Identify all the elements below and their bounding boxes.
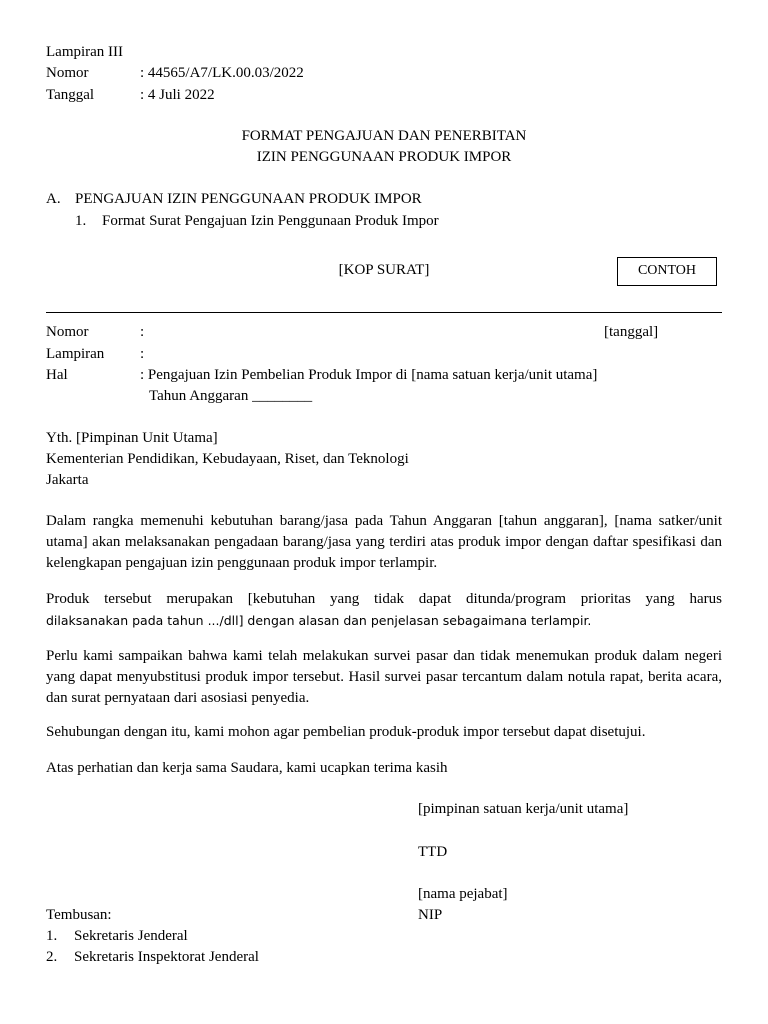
tembusan-label: Tembusan: [46, 907, 112, 923]
tanggal-label: Tanggal [46, 87, 95, 103]
letter-lampiran-colon: : [140, 346, 145, 362]
lampiran-label: Lampiran III [46, 44, 124, 60]
title-line-1: FORMAT PENGAJUAN DAN PENERBITAN [241, 128, 527, 144]
body-paragraph-2-line-1: Produk tersebut merupakan [kebutuhan yang tidak dapat ditunda/program prioritas yang harus [46, 591, 722, 607]
section-a-item-title: Format Surat Pengajuan Izin Penggunaan Produk Impor [102, 213, 439, 229]
nomor-value: : 44565/A7/LK.00.03/2022 [140, 65, 304, 81]
body-paragraph-5: Atas perhatian dan kerja sama Saudara, kami ucapkan terima kasih [46, 760, 448, 776]
recipient-line-2: Kementerian Pendidikan, Kebudayaan, Riset, dan Teknologi [46, 451, 409, 467]
letter-hal-value: : Pengajuan Izin Pembelian Produk Impor di [nama satuan kerja/unit utama] [140, 367, 598, 383]
tembusan-item-2-number: 2. [46, 949, 58, 965]
tembusan-item-1-number: 1. [46, 928, 58, 944]
letter-nomor-colon: : [140, 324, 145, 340]
body-paragraph-3: Perlu kami sampaikan bahwa kami telah melakukan survei pasar dan tidak menemukan produk dalam negeri yang dapat menyubstitusi produk impor tersebut. Hasil survei pasar tercantum dalam notula rapat, berita acara, dan surat pernyataan dari asosiasi penyedia. [46, 648, 722, 706]
letter-lampiran-label: Lampiran [46, 346, 105, 362]
signature-pimpinan: [pimpinan satuan kerja/unit utama] [418, 801, 629, 817]
title-line-2: IZIN PENGGUNAAN PRODUK IMPOR [256, 149, 512, 165]
letter-hal-value-2: Tahun Anggaran ________ [149, 388, 313, 404]
section-a-item-number: 1. [75, 213, 87, 229]
body-paragraph-4: Sehubungan dengan itu, kami mohon agar pembelian produk-produk impor tersebut dapat disetujui. [46, 724, 646, 740]
nomor-label: Nomor [46, 65, 89, 81]
body-paragraph-1: Dalam rangka memenuhi kebutuhan barang/jasa pada Tahun Anggaran [tahun anggaran], [nama satker/unit utama] akan melaksanakan pengadaan barang/jasa yang terdiri atas produk impor dengan daftar spesifikasi dan kelengkapan pengajuan izin penggunaan produk impor terlampir. [46, 513, 722, 571]
letter-hal-label: Hal [46, 367, 68, 383]
recipient-line-1: Yth. [Pimpinan Unit Utama] [46, 430, 218, 446]
signature-nama: [nama pejabat] [418, 886, 508, 902]
letterhead-divider [46, 312, 722, 313]
signature-ttd: TTD [418, 844, 448, 860]
section-a-label: A. [46, 191, 61, 207]
section-a-title: PENGAJUAN IZIN PENGGUNAAN PRODUK IMPOR [75, 191, 422, 207]
letter-tanggal: [tanggal] [604, 324, 659, 340]
body-paragraph-2-line-2: dilaksanakan pada tahun .../dll] dengan alasan dan penjelasan sebagaimana terlampir. [46, 613, 592, 628]
contoh-stamp: CONTOH [617, 257, 717, 286]
tembusan-item-2-text: Sekretaris Inspektorat Jenderal [74, 949, 259, 965]
signature-nip: NIP [418, 907, 443, 923]
letter-nomor-label: Nomor [46, 324, 89, 340]
tembusan-item-1-text: Sekretaris Jenderal [74, 928, 188, 944]
tanggal-value: : 4 Juli 2022 [140, 87, 215, 103]
recipient-line-3: Jakarta [46, 472, 89, 488]
kop-surat: [KOP SURAT] [338, 262, 430, 278]
